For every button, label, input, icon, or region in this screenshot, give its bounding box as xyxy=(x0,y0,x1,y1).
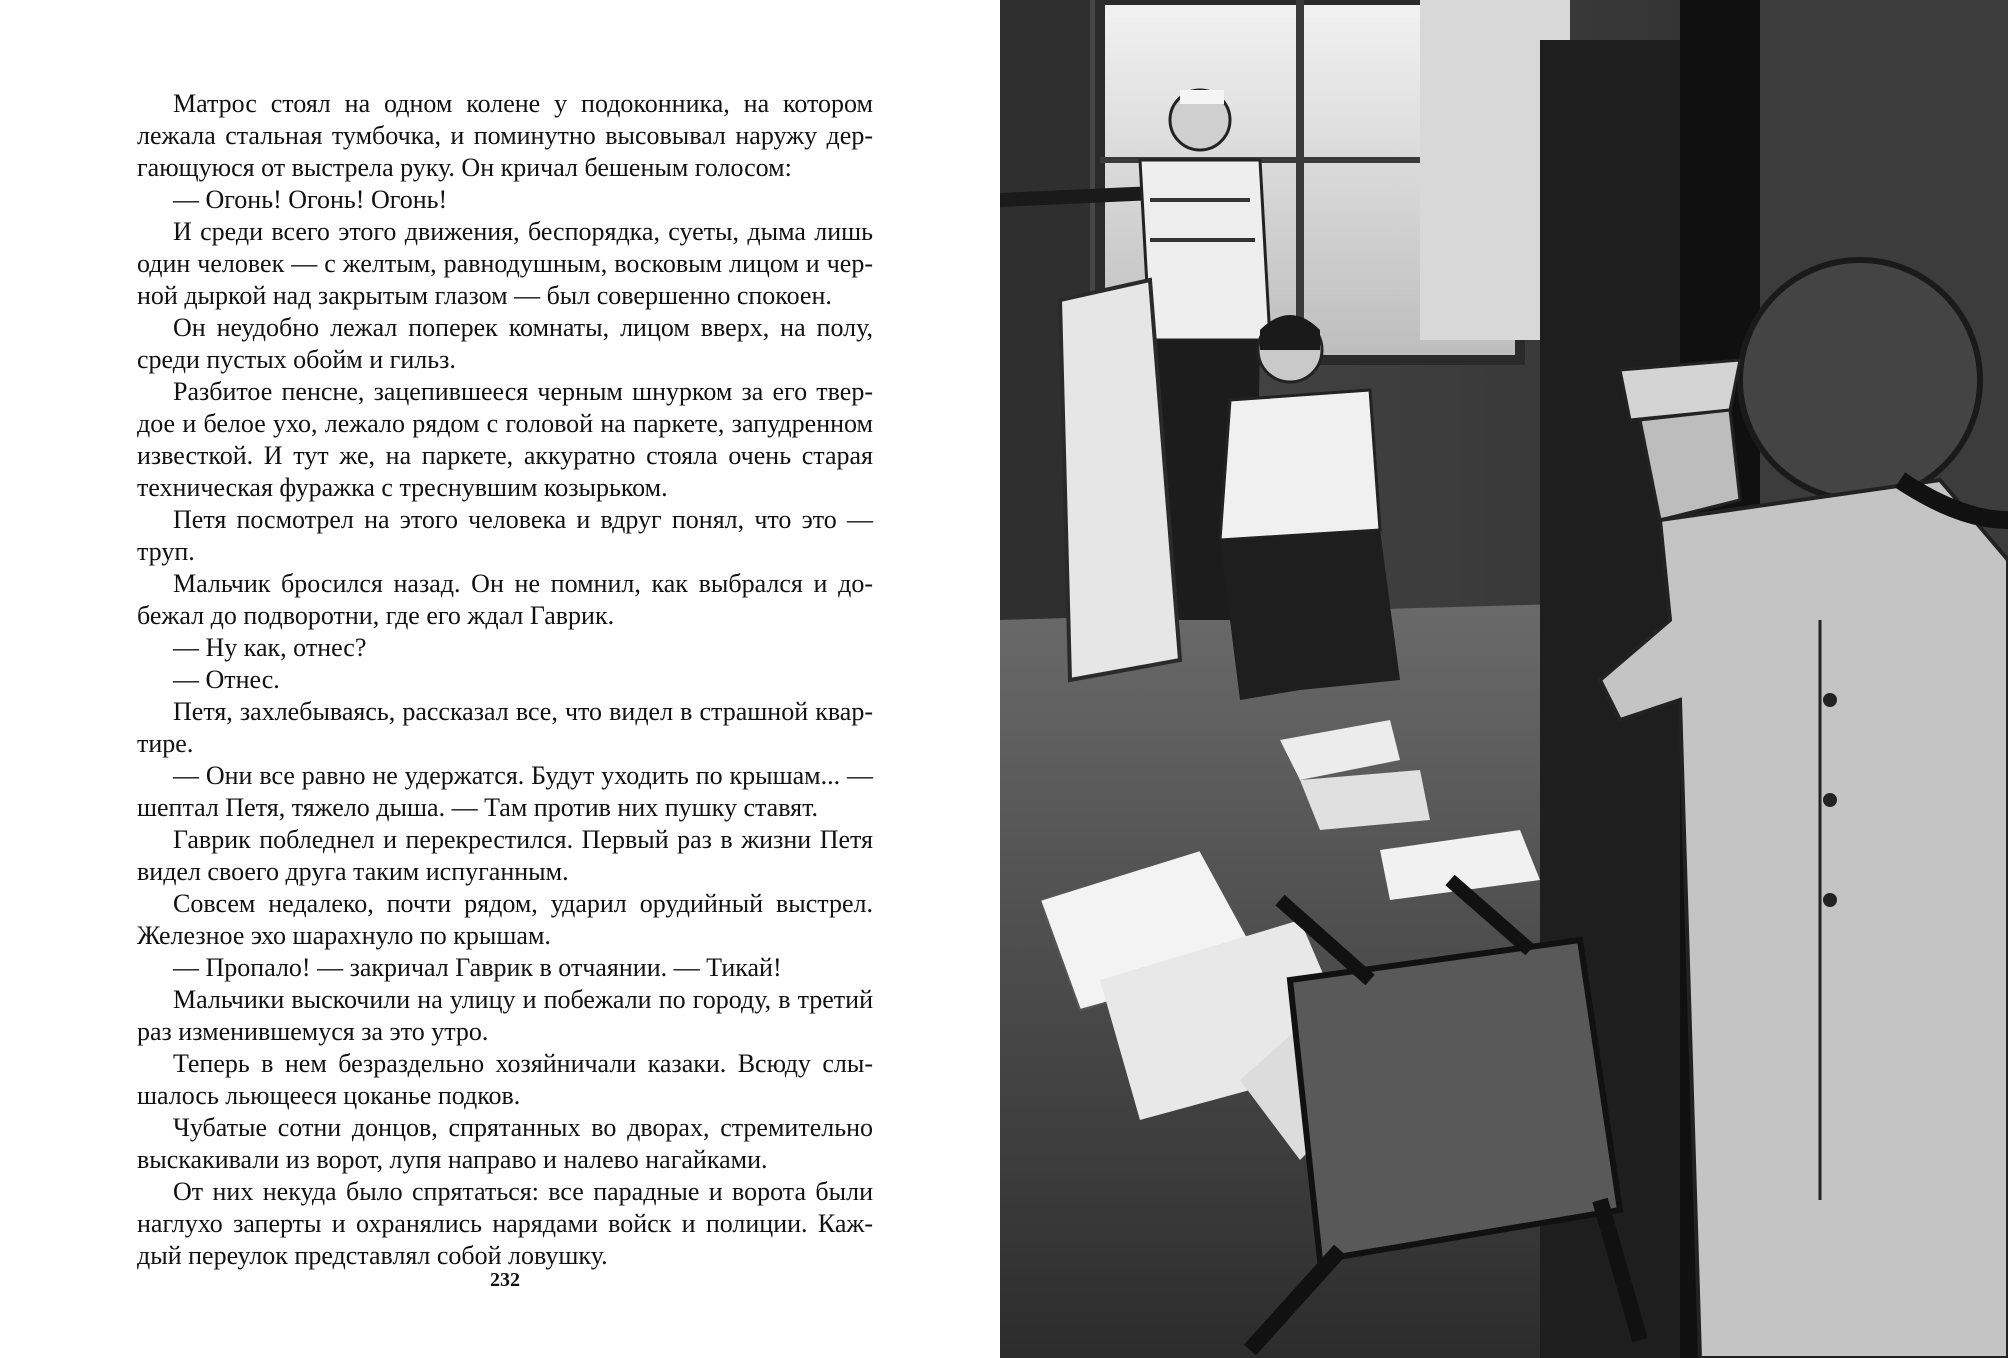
paragraph: — Они все равно не удержатся. Будут уходить по крышам... — шептал Петя, тяжело дыша. — Там против них пушку ставят. xyxy=(137,761,873,822)
paragraph: — Пропало! — закричал Гаврик в отчаянии. — Тикай! xyxy=(173,953,782,982)
paragraph: Матрос стоял на одном колене у подоконника, на котором лежала стальная тумбочка, и поминутно высовывал наружу дергающуюся от выстрела руку. Он кричал бешеным голосом: xyxy=(137,89,873,182)
paragraph: Петя, захлебываясь, рассказал все, что видел в страшной квартире. xyxy=(137,697,873,758)
wall-lamp xyxy=(1740,260,1980,500)
illustration xyxy=(1000,0,2008,1358)
paragraph: Он неудобно лежал поперек комнаты, лицом вверх, на полу, среди пустых обойм и гильз. xyxy=(137,313,873,374)
paragraph: И среди всего этого движения, беспорядка, суеты, дыма лишь один человек — с желтым, равнодушным, восковым лицом и черной дыркой над закрытым глазом — был совершенно спокоен. xyxy=(137,217,873,310)
paragraph: От них некуда было спрятаться: все парадные и ворота были наглухо заперты и охранялись нарядами войск и полиции. Каждый переулок представлял собой ловушку. xyxy=(137,1177,873,1270)
paragraph: Гаврик побледнел и перекрестился. Первый раз в жизни Петя видел своего друга таким испуганным. xyxy=(137,825,873,886)
paragraph: Петя посмотрел на этого человека и вдруг понял, что это — труп. xyxy=(137,505,873,566)
paper xyxy=(1300,770,1430,830)
page-number: 232 xyxy=(490,1269,520,1291)
paragraph: — Ну как, отнес? xyxy=(173,633,367,662)
paragraph: Мальчики выскочили на улицу и побежали по городу, в третий раз изменившемуся за это утро. xyxy=(137,985,873,1046)
paragraph: — Отнес. xyxy=(173,665,280,694)
paragraph: Разбитое пенсне, зацепившееся черным шнурком за его твердое и белое ухо, лежало рядом с головой на паркете, запудренном известкой. И тут же, на паркете, аккуратно стояла очень старая техническая фуражка с треснувшим козырьком. xyxy=(137,377,873,502)
paragraph: Мальчик бросился назад. Он не помнил, как выбрался и добежал до подворотни, где его ждал Гаврик. xyxy=(137,569,873,630)
paragraph: Совсем недалеко, почти рядом, ударил орудийный выстрел. Железное эхо шарахнуло по крышам. xyxy=(137,889,873,950)
illustration-page xyxy=(1000,0,2008,1358)
text-block xyxy=(137,88,873,1272)
paragraph: — Огонь! Огонь! Огонь! xyxy=(173,185,448,214)
paragraph: Чубатые сотни донцов, спрятанных во дворах, стремительно выскакивали из ворот, лупя направо и налево нагайками. xyxy=(137,1113,873,1174)
text-page xyxy=(0,0,1000,1358)
paragraph: Теперь в нем безраздельно хозяйничали казаки. Всюду слышалось льющееся цоканье подков. xyxy=(137,1049,873,1110)
